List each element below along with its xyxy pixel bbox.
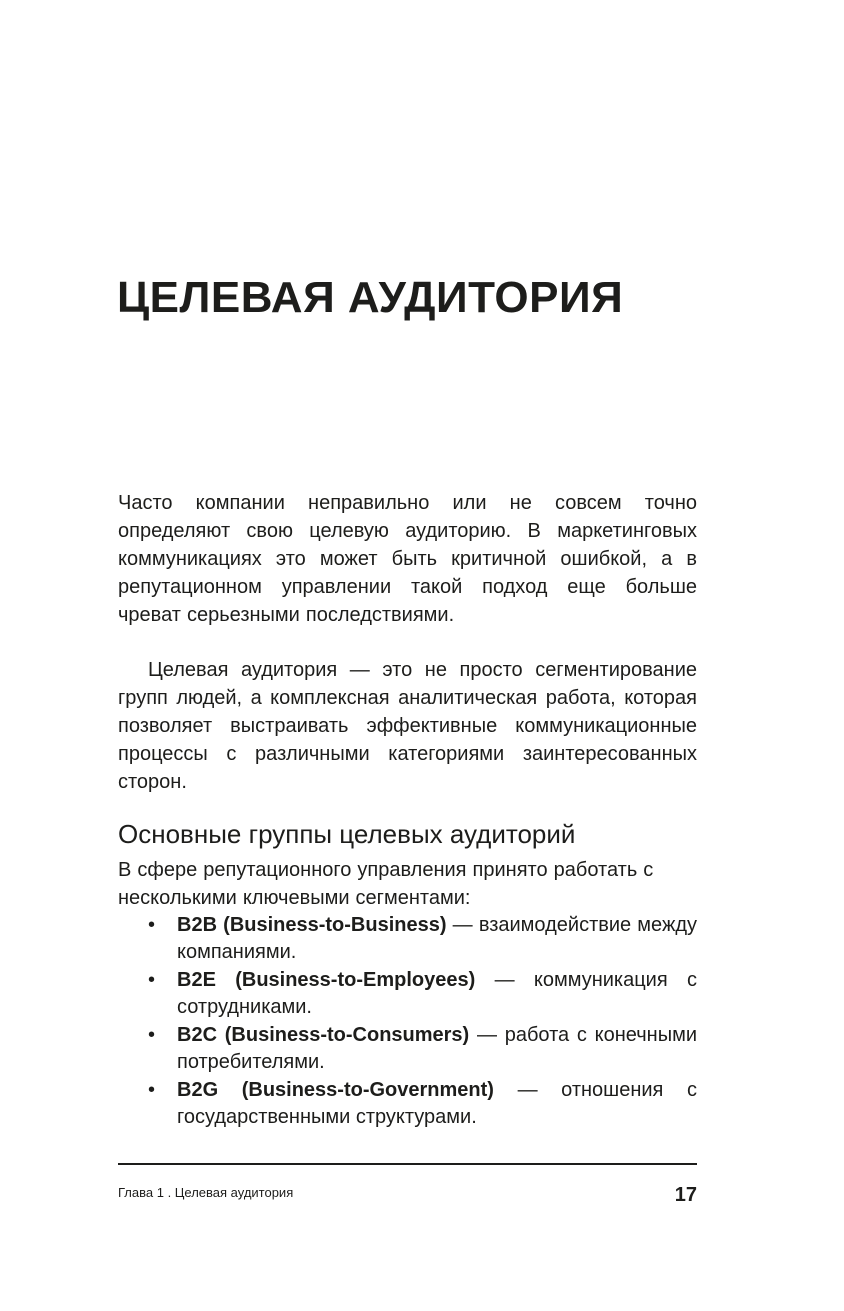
paragraph-intro: Часто компании неправильно или не совсем точно определяют свою целевую аудиторию. В маркетинговых коммуникациях это может быть критичной ошибкой, а в репутационном управлении такой подход еще больше чреват серьезными последствиями. xyxy=(118,492,697,626)
list-item-b2e xyxy=(118,967,697,1021)
chapter-title: ЦЕЛЕВАЯ АУДИТОРИЯ xyxy=(117,273,624,322)
segment-term: B2G (Business-to-Government) xyxy=(177,1079,494,1101)
section-intro: В сфере репутационного управления принято работать с несколькими ключевыми сегментами: xyxy=(118,859,654,909)
segment-description: — взаимодействие между компаниями. xyxy=(177,914,697,963)
running-head: Глава 1 . Целевая аудитория xyxy=(118,1185,294,1200)
segment-description: — коммуникация с сотрудниками. xyxy=(177,969,697,1018)
segment-term: B2E (Business-to-Employees) xyxy=(177,969,476,991)
paragraph-definition: Целевая аудитория — это не просто сегментирование групп людей, а комплексная аналитическая работа, которая позволяет выстраивать эффективные коммуникационные процессы с различными категориями заинтересованных сторон. xyxy=(118,659,697,793)
audience-segments-list xyxy=(118,912,697,1132)
list-item-b2b xyxy=(118,912,697,966)
segment-term: B2C (Business-to-Consumers) xyxy=(177,1024,470,1046)
page-number: 17 xyxy=(674,1184,697,1206)
list-item-b2c xyxy=(118,1022,697,1076)
footer-divider xyxy=(118,1163,697,1165)
bullet-icon: • xyxy=(148,1024,156,1046)
bullet-icon: • xyxy=(148,1079,156,1101)
segment-description: — отношения с государственными структурами. xyxy=(177,1079,697,1128)
bullet-icon: • xyxy=(148,914,156,936)
segment-term: B2B (Business-to-Business) xyxy=(177,914,447,936)
list-item-b2g xyxy=(118,1077,697,1131)
segment-description: — работа с конечными потребителями. xyxy=(177,1024,697,1073)
bullet-icon: • xyxy=(148,969,156,991)
section-heading: Основные группы целевых аудиторий xyxy=(118,819,576,849)
